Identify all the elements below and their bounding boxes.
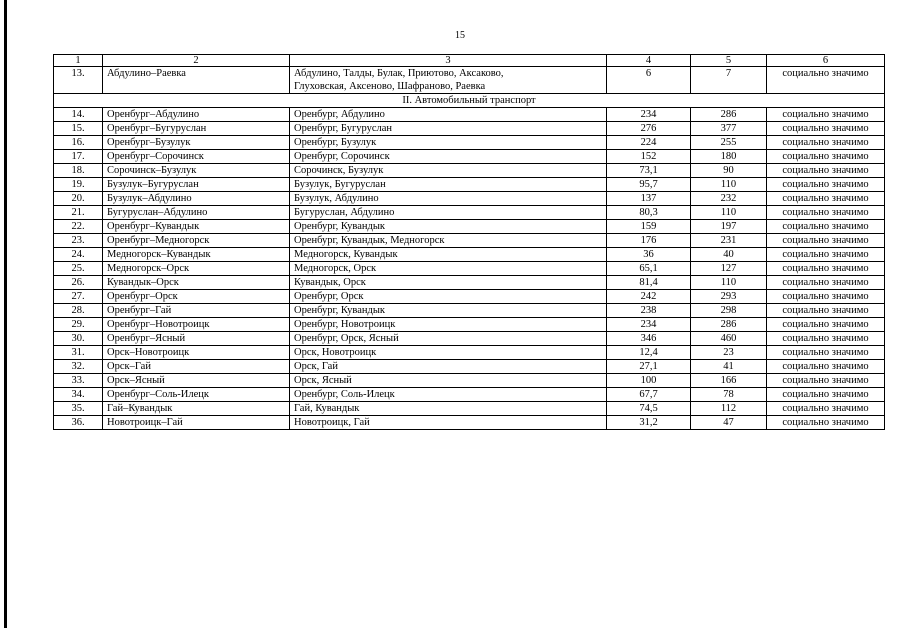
route-status: социально значимо — [767, 136, 885, 150]
route-stops-line: Абдулино, Талды, Булак, Приютово, Аксаково, — [294, 68, 504, 79]
table-row — [54, 346, 885, 360]
table-row — [54, 108, 885, 122]
value-col5: 180 — [691, 150, 767, 164]
column-header-1: 1 — [54, 55, 103, 67]
row-number: 32. — [54, 360, 103, 374]
value-col5: 110 — [691, 178, 767, 192]
route-status: социально значимо — [767, 108, 885, 122]
section-title: II. Автомобильный транспорт — [54, 94, 885, 108]
table-row — [54, 276, 885, 290]
value-col4: 31,2 — [607, 416, 691, 430]
route-name: Оренбург–Бугуруслан — [103, 122, 290, 136]
route-name: Оренбург–Кувандык — [103, 220, 290, 234]
row-number: 31. — [54, 346, 103, 360]
value-col5: 41 — [691, 360, 767, 374]
route-status: социально значимо — [767, 150, 885, 164]
table-row — [54, 318, 885, 332]
table-row — [54, 388, 885, 402]
route-status: социально значимо — [767, 360, 885, 374]
table-row — [54, 416, 885, 430]
row-number: 34. — [54, 388, 103, 402]
table-row — [54, 136, 885, 150]
route-status: социально значимо — [767, 122, 885, 136]
row-number: 19. — [54, 178, 103, 192]
value-col4: 36 — [607, 248, 691, 262]
route-name: Гай–Кувандык — [103, 402, 290, 416]
route-stops: Оренбург, Кувандык, Медногорск — [290, 234, 607, 248]
route-name: Бугуруслан–Абдулино — [103, 206, 290, 220]
column-header-4: 4 — [607, 55, 691, 67]
table-row — [54, 402, 885, 416]
table-row — [54, 192, 885, 206]
route-status: социально значимо — [767, 332, 885, 346]
route-status: социально значимо — [767, 248, 885, 262]
row-number: 26. — [54, 276, 103, 290]
route-name: Оренбург–Новотроицк — [103, 318, 290, 332]
value-col5: 286 — [691, 318, 767, 332]
value-col5: 110 — [691, 276, 767, 290]
value-col5: 231 — [691, 234, 767, 248]
value-col5: 110 — [691, 206, 767, 220]
page-number: 15 — [455, 30, 465, 41]
route-name: Оренбург–Сорочинск — [103, 150, 290, 164]
route-name: Оренбург–Соль-Илецк — [103, 388, 290, 402]
value-col4: 67,7 — [607, 388, 691, 402]
table-header-row — [54, 55, 885, 67]
row-number: 36. — [54, 416, 103, 430]
value-col4: 6 — [607, 67, 691, 94]
value-col4: 242 — [607, 290, 691, 304]
route-stops: Медногорск, Орск — [290, 262, 607, 276]
route-stops-line: Глуховская, Аксеново, Шафраново, Раевка — [294, 81, 486, 92]
value-col5: 255 — [691, 136, 767, 150]
route-name: Бузулук–Бугуруслан — [103, 178, 290, 192]
route-name: Медногорск–Кувандык — [103, 248, 290, 262]
row-number: 23. — [54, 234, 103, 248]
value-col4: 95,7 — [607, 178, 691, 192]
route-name: Бузулук–Абдулино — [103, 192, 290, 206]
table-row — [54, 248, 885, 262]
value-col4: 65,1 — [607, 262, 691, 276]
row-number: 27. — [54, 290, 103, 304]
table-row — [54, 234, 885, 248]
table-row — [54, 262, 885, 276]
route-stops: Оренбург, Орск, Ясный — [290, 332, 607, 346]
value-col5: 232 — [691, 192, 767, 206]
value-col4: 74,5 — [607, 402, 691, 416]
value-col5: 90 — [691, 164, 767, 178]
value-col5: 293 — [691, 290, 767, 304]
column-header-3: 3 — [290, 55, 607, 67]
route-name: Новотроицк–Гай — [103, 416, 290, 430]
value-col5: 166 — [691, 374, 767, 388]
table-row — [54, 304, 885, 318]
route-status: социально значимо — [767, 164, 885, 178]
column-header-5: 5 — [691, 55, 767, 67]
row-number: 33. — [54, 374, 103, 388]
value-col5: 286 — [691, 108, 767, 122]
route-status: социально значимо — [767, 192, 885, 206]
binding-line — [4, 0, 7, 628]
route-name: Оренбург–Ясный — [103, 332, 290, 346]
route-status: социально значимо — [767, 402, 885, 416]
value-col5: 40 — [691, 248, 767, 262]
route-stops: Оренбург, Новотроицк — [290, 318, 607, 332]
route-status: социально значимо — [767, 206, 885, 220]
row-number: 29. — [54, 318, 103, 332]
value-col4: 234 — [607, 318, 691, 332]
value-col4: 100 — [607, 374, 691, 388]
section-row — [54, 94, 885, 108]
row-number: 14. — [54, 108, 103, 122]
route-stops: Оренбург, Бугуруслан — [290, 122, 607, 136]
route-stops: Орск, Гай — [290, 360, 607, 374]
route-stops: Оренбург, Орск — [290, 290, 607, 304]
route-name: Орск–Гай — [103, 360, 290, 374]
value-col5: 197 — [691, 220, 767, 234]
row-number: 35. — [54, 402, 103, 416]
route-name: Оренбург–Гай — [103, 304, 290, 318]
route-stops: Оренбург, Соль-Илецк — [290, 388, 607, 402]
routes-table — [53, 54, 885, 430]
table-row — [54, 150, 885, 164]
row-number: 25. — [54, 262, 103, 276]
row-number: 30. — [54, 332, 103, 346]
value-col4: 176 — [607, 234, 691, 248]
table-row — [54, 178, 885, 192]
route-stops: Бузулук, Бугуруслан — [290, 178, 607, 192]
table-row — [54, 290, 885, 304]
route-name: Оренбург–Медногорск — [103, 234, 290, 248]
route-name: Кувандык–Орск — [103, 276, 290, 290]
route-stops: Гай, Кувандык — [290, 402, 607, 416]
value-col5: 298 — [691, 304, 767, 318]
value-col4: 12,4 — [607, 346, 691, 360]
route-stops: Кувандык, Орск — [290, 276, 607, 290]
route-stops: Бузулук, Абдулино — [290, 192, 607, 206]
route-stops: Оренбург, Сорочинск — [290, 150, 607, 164]
route-stops: Сорочинск, Бузулук — [290, 164, 607, 178]
row-number: 24. — [54, 248, 103, 262]
value-col4: 276 — [607, 122, 691, 136]
route-status: социально значимо — [767, 178, 885, 192]
route-name: Медногорск–Орск — [103, 262, 290, 276]
row-number: 28. — [54, 304, 103, 318]
value-col4: 159 — [607, 220, 691, 234]
route-status: социально значимо — [767, 262, 885, 276]
row-number: 15. — [54, 122, 103, 136]
value-col5: 112 — [691, 402, 767, 416]
route-name: Абдулино–Раевка — [103, 67, 290, 94]
route-status: социально значимо — [767, 290, 885, 304]
route-status: социально значимо — [767, 304, 885, 318]
value-col4: 80,3 — [607, 206, 691, 220]
route-status: социально значимо — [767, 276, 885, 290]
table-row — [54, 206, 885, 220]
value-col4: 234 — [607, 108, 691, 122]
value-col5: 7 — [691, 67, 767, 94]
route-name: Оренбург–Абдулино — [103, 108, 290, 122]
table-row — [54, 164, 885, 178]
table-row — [54, 220, 885, 234]
route-name: Орск–Ясный — [103, 374, 290, 388]
route-status: социально значимо — [767, 346, 885, 360]
value-col5: 377 — [691, 122, 767, 136]
row-number: 21. — [54, 206, 103, 220]
route-stops: Бугуруслан, Абдулино — [290, 206, 607, 220]
value-col5: 460 — [691, 332, 767, 346]
value-col5: 78 — [691, 388, 767, 402]
value-col4: 27,1 — [607, 360, 691, 374]
route-status: социально значимо — [767, 374, 885, 388]
row-number: 13. — [54, 67, 103, 94]
route-name: Орск–Новотроицк — [103, 346, 290, 360]
table-row — [54, 360, 885, 374]
value-col4: 238 — [607, 304, 691, 318]
route-name: Оренбург–Орск — [103, 290, 290, 304]
value-col4: 73,1 — [607, 164, 691, 178]
table-row — [54, 122, 885, 136]
value-col5: 23 — [691, 346, 767, 360]
route-stops: Оренбург, Кувандык — [290, 304, 607, 318]
table-row — [54, 67, 885, 94]
route-stops: Оренбург, Абдулино — [290, 108, 607, 122]
row-number: 16. — [54, 136, 103, 150]
table-row — [54, 332, 885, 346]
value-col5: 127 — [691, 262, 767, 276]
route-status: социально значимо — [767, 416, 885, 430]
row-number: 17. — [54, 150, 103, 164]
table-row — [54, 374, 885, 388]
route-stops: Орск, Новотроицк — [290, 346, 607, 360]
value-col4: 224 — [607, 136, 691, 150]
route-stops: Медногорск, Кувандык — [290, 248, 607, 262]
value-col4: 81,4 — [607, 276, 691, 290]
route-stops: Орск, Ясный — [290, 374, 607, 388]
row-number: 20. — [54, 192, 103, 206]
route-status: социально значимо — [767, 220, 885, 234]
route-name: Сорочинск–Бузулук — [103, 164, 290, 178]
route-stops: Оренбург, Кувандык — [290, 220, 607, 234]
column-header-6: 6 — [767, 55, 885, 67]
route-stops: Новотроицк, Гай — [290, 416, 607, 430]
value-col4: 346 — [607, 332, 691, 346]
route-status: социально значимо — [767, 388, 885, 402]
value-col4: 152 — [607, 150, 691, 164]
route-stops: Оренбург, Бузулук — [290, 136, 607, 150]
route-status: социально значимо — [767, 234, 885, 248]
row-number: 22. — [54, 220, 103, 234]
value-col4: 137 — [607, 192, 691, 206]
value-col5: 47 — [691, 416, 767, 430]
route-status: социально значимо — [767, 67, 885, 94]
column-header-2: 2 — [103, 55, 290, 67]
route-stops — [290, 67, 607, 94]
route-name: Оренбург–Бузулук — [103, 136, 290, 150]
route-status: социально значимо — [767, 318, 885, 332]
row-number: 18. — [54, 164, 103, 178]
